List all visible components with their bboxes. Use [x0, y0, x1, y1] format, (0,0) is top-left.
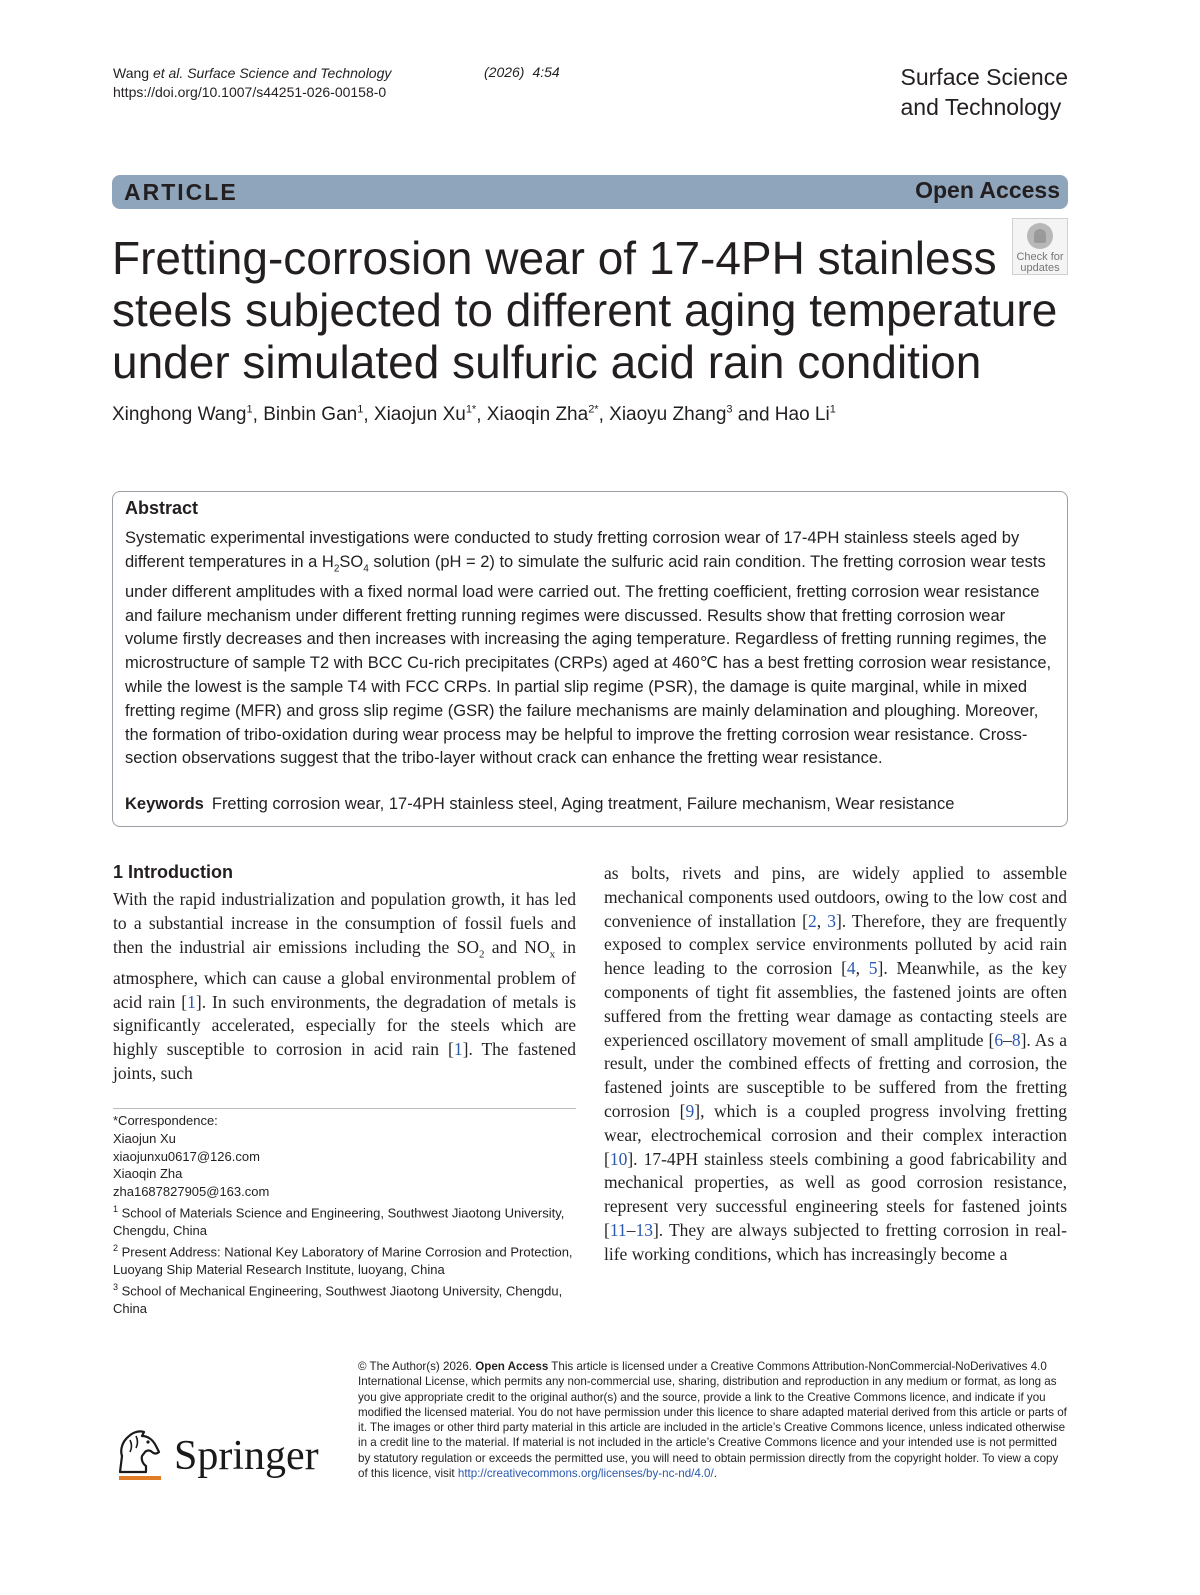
author[interactable]: Hao Li$^1$: [774, 404, 836, 426]
keywords-label: Keywords: [125, 795, 204, 813]
springer-horse-icon: [112, 1426, 164, 1476]
citation-journal: Surface Science and Technology: [187, 65, 392, 81]
license-notice: © The Author(s) 2026. Open Access This article is licensed under a Creative Commons Attribution-NonCommercial-NoDerivatives 4.0 International License, which permits any non-commercial use, sharing, distribution and reproduction in any medium or format, as long as you give appropriate credit to the original author(s) and the source, provide a link to the Creative Commons licence, and indicate if you modified the licensed material. You do not have permission under this licence to share adapted material derived from this article or parts of it. The images or other third party material in this article are included in the article’s Creative Commons licence, unless indicated otherwise in a credit line to the material. If material is not included in the article’s Creative Commons licence and your intended use is not permitted by statutory regulation or exceeds the permitted use, you will need to obtain permission directly from the copyright holder. To view a copy of this licence, visit http://creativecommons.org/licenses/by-nc-nd/4.0/.: [358, 1360, 1067, 1481]
corresponding-author-email[interactable]: zha1687827905@163.com: [113, 1184, 270, 1200]
title-line3: under simulated sulfuric acid rain condition: [112, 336, 982, 388]
body-column-left: With the rapid industrialization and population growth, it has led to a substantial increase in the consumption of fossil fuels and then the industrial air emissions including the $SO_2$ and $NO_x$ in atmosphere, which can cause a global environmental problem of acid rain [1]. In such environments, the degradation of metals is significantly accelerated, especially for the steels which are highly susceptible to corrosion in acid rain [1]. The fastened joints, such: [113, 889, 577, 1084]
author[interactable]: Binbin Gan$^1$: [263, 404, 364, 426]
issue-volume: 4:54: [532, 64, 560, 80]
correspondence-footnote: [113, 1112, 573, 1318]
affiliation: $^2$ Present Address: National Key Laboratory of Marine Corrosion and Protection, Luoyang Ship Material Research Institute, luoyang, China: [113, 1242, 573, 1278]
journal-name: [901, 62, 1068, 122]
citation-author: Wang: [113, 65, 153, 81]
open-access-label: Open Access: [915, 177, 1060, 203]
keywords-list: Fretting corrosion wear, 17-4PH stainless steel, Aging treatment, Failure mechanism, Wear resistance: [211, 795, 955, 813]
citation-link[interactable]: 13: [635, 1219, 653, 1240]
affiliation: $^3$ School of Mechanical Engineering, Southwest Jiaotong University, Chengdu, China: [113, 1281, 563, 1316]
check-updates-line1: Check for: [1016, 251, 1064, 263]
citation-link[interactable]: 1: [187, 991, 196, 1012]
citation-link[interactable]: 10: [609, 1148, 628, 1169]
section-heading-introduction: 1 Introduction: [113, 862, 233, 882]
title-line1: Fretting-corrosion wear of 17-4PH stainless: [112, 232, 997, 284]
citation-link[interactable]: 6: [994, 1029, 1004, 1050]
article-type-banner: [112, 175, 1068, 209]
article-title: [112, 232, 1062, 388]
corresponding-author-name: Xiaojun Xu: [113, 1130, 176, 1146]
article-type-label: ARTICLE: [124, 179, 238, 205]
citation-link[interactable]: 4: [846, 958, 856, 979]
running-header: [113, 64, 391, 102]
citation-link[interactable]: 3: [827, 910, 836, 931]
issue-info: [484, 64, 560, 80]
springer-accent-bar: [119, 1476, 161, 1480]
citation-link[interactable]: 5: [868, 958, 878, 979]
citation-etal: et al.: [152, 65, 184, 81]
license-url-link[interactable]: http://creativecommons.org/licenses/by-nc-nd/4.0/: [457, 1467, 714, 1481]
journal-name-line2: and Technology: [900, 94, 1062, 120]
affiliation: $^1$ School of Materials Science and Engineering, Southwest Jiaotong University, Chengdu, China: [113, 1203, 565, 1239]
citation-link[interactable]: 8: [1011, 1029, 1021, 1050]
body-column-right: as bolts, rivets and pins, are widely applied to assemble mechanical components used outdoors, owing to the low cost and convenience of installation [2, 3]. Therefore, they are frequently exposed to complex service environments polluted by acid rain hence leading to the corrosion [4, 5]. Meanwhile, as the key components of tight fit assemblies, the fastened joints are often suffered from the fretting wear damage as contacting steels are experienced oscillatory movement of small amplitude [6–8]. As a result, under the combined effects of fretting and corrosion, the fastened joints are susceptible to be suffered from the fretting corrosion [9], which is a coupled progress involving fretting wear, electrochemical corrosion and their complex interaction [10]. 17-4PH stainless steels combining a good fabricability and mechanical properties, as well as good corrosion resistance, represent very successful engineering steels for fastened joints [11–13]. They are always subjected to fretting corrosion in real-life working conditions, which has increasingly become a: [604, 863, 1068, 1264]
footnote-divider: [113, 1108, 576, 1109]
keywords: [125, 795, 954, 814]
publisher-name: Springer: [174, 1433, 319, 1479]
corresponding-author-name: Xiaoqin Zha: [113, 1166, 183, 1182]
correspondence-label: *Correspondence:: [113, 1113, 218, 1128]
doi-link[interactable]: https://doi.org/10.1007/s44251-026-00158-0: [113, 84, 387, 100]
citation-link[interactable]: 1: [453, 1039, 463, 1060]
check-updates-line2: updates: [1020, 262, 1060, 274]
citation-link[interactable]: 9: [685, 1100, 695, 1121]
author[interactable]: Xinghong Wang$^1$: [112, 404, 253, 426]
author-list: Xinghong Wang$^1$, Binbin Gan$^1$, Xiaojun $Xu^{1*}$, Xiaoqin Zha$^{2*}$, Xiaoyu Zhang$^3$ and Hao Li$^1$: [112, 404, 836, 426]
abstract-heading: Abstract: [125, 498, 199, 518]
author[interactable]: Xiaojun $Xu^{1*}$: [373, 404, 477, 426]
citation-link[interactable]: 11: [609, 1219, 627, 1240]
author[interactable]: Xiaoyu Zhang$^3$: [609, 404, 733, 426]
author[interactable]: Xiaoqin Zha$^{2*}$: [486, 404, 599, 426]
title-line2: steels subjected to different aging temperature: [112, 284, 1058, 336]
springer-logo: [112, 1426, 342, 1486]
citation-link[interactable]: 2: [807, 910, 817, 931]
journal-name-line1: Surface Science: [900, 64, 1068, 90]
issue-year: (2026): [484, 64, 525, 80]
corresponding-author-email[interactable]: xiaojunxu0617@126.com: [113, 1148, 260, 1164]
abstract-text: Systematic experimental investigations were conducted to study fretting corrosion wear of 17-4PH stainless steels aged by different temperatures in a $H_2SO_4$ solution (pH = 2) to simulate the sulfuric acid rain condition. The fretting corrosion wear tests under different amplitudes with a fixed normal load were carried out. The fretting coefficient, fretting corrosion wear resistance and failure mechanism under different fretting running regimes were discussed. Results show that fretting corrosion wear volume firstly decreases and then increases with increasing the aging temperature. Regardless of fretting running regimes, the microstructure of sample T2 with BCC Cu-rich precipitates (CRPs) aged at 460℃ has a best fretting corrosion wear resistance, while the lowest is the sample T4 with FCC CRPs. In partial slip regime (PSR), the damage is quite marginal, while in mixed fretting regime (MFR) and gross slip regime (GSR) the failure mechanisms are mainly delamination and ploughing. Moreover, the formation of tribo-oxidation during wear process may be helpful to improve the fretting corrosion wear resistance. Cross-section observations suggest that the tribo-layer without crack can enhance the fretting wear resistance.: [125, 529, 1052, 768]
